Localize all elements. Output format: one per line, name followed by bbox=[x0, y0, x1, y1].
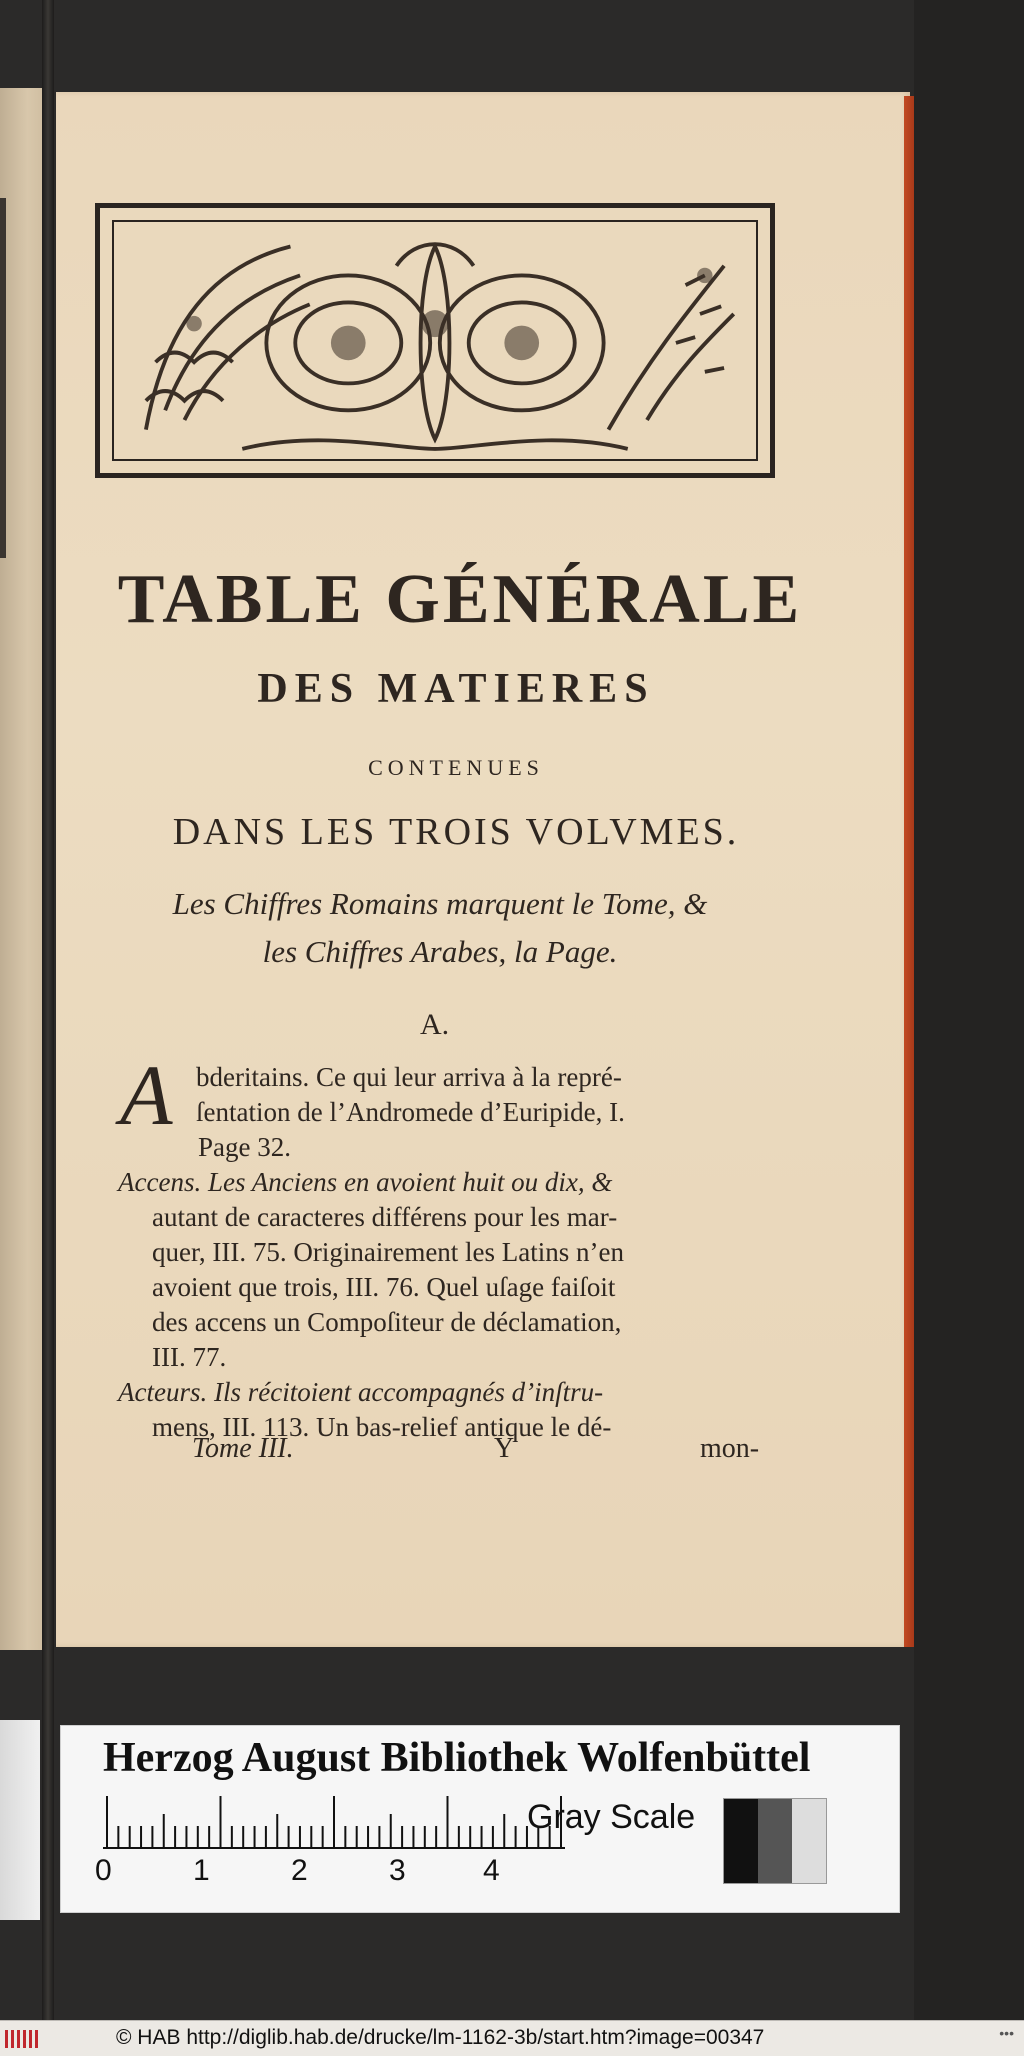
swatch-gray bbox=[758, 1799, 792, 1883]
gray-swatch bbox=[723, 1798, 827, 1884]
entry-line: Page 32. bbox=[198, 1132, 291, 1162]
note-line-1: Les Chiffres Romains marquent le Tome, & bbox=[172, 886, 708, 921]
page-red-edge bbox=[904, 96, 914, 1647]
ruler-ticks-icon bbox=[103, 1796, 565, 1852]
entry-line: Accens. Les Anciens en avoient huit ou dix, & bbox=[118, 1167, 613, 1197]
left-card-strip bbox=[0, 1720, 40, 1920]
entry-line: III. 77. bbox=[152, 1342, 227, 1372]
ruler-number: 2 bbox=[291, 1854, 308, 1887]
gray-scale-label: Gray Scale bbox=[527, 1798, 696, 1836]
ruler-number: 1 bbox=[193, 1854, 210, 1887]
entry-line: quer, III. 75. Originairement les Latins n’en bbox=[152, 1237, 625, 1267]
library-name: Herzog August Bibliothek Wolfenbüttel bbox=[103, 1735, 811, 1781]
more-menu-icon[interactable]: ••• bbox=[999, 2025, 1014, 2041]
swatch-light bbox=[792, 1799, 826, 1883]
entry-line: bderitains. Ce qui leur arriva à la repré- bbox=[196, 1062, 622, 1092]
catchword: mon- bbox=[700, 1433, 760, 1464]
page-title: TABLE GÉNÉRALE bbox=[117, 561, 803, 638]
swatch-black bbox=[724, 1799, 758, 1883]
signature-mark: Y bbox=[494, 1433, 515, 1464]
background-right bbox=[914, 0, 1024, 2020]
footer-bar bbox=[0, 2020, 1024, 2056]
ruler-number: 0 bbox=[95, 1854, 112, 1887]
entry-line: autant de caracteres différens pour les mar- bbox=[152, 1202, 618, 1232]
entry-line: mens, III. 113. Un bas-relief antique le dé- bbox=[152, 1412, 612, 1442]
ruler bbox=[103, 1796, 565, 1852]
ornament-foliage-icon bbox=[100, 208, 770, 473]
entry-line: avoient que trois, III. 76. Quel uſage faiſoit bbox=[152, 1272, 616, 1302]
ruler-number: 3 bbox=[389, 1854, 406, 1887]
drop-cap: A bbox=[120, 1047, 173, 1143]
subtitle-volumes: DANS LES TROIS VOLVMES. bbox=[172, 811, 740, 853]
subtitle-matieres: DES MATIERES bbox=[257, 666, 655, 712]
woodcut-ornament bbox=[95, 203, 775, 478]
copyright-url[interactable]: © HAB http://diglib.hab.de/drucke/lm-1162-3b/start.htm?image=00347 bbox=[116, 2026, 765, 2049]
entry-line: des accens un Compoſiteur de déclamation, bbox=[152, 1307, 622, 1337]
entry-line: ſentation de l’Andromede d’Euripide, I. bbox=[196, 1097, 625, 1127]
subtitle-contenues: CONTENUES bbox=[368, 755, 544, 780]
book-gutter bbox=[42, 0, 54, 2055]
left-page-edge bbox=[0, 198, 6, 558]
entry-line: Acteurs. Ils récitoient accompagnés d’inſtru- bbox=[118, 1377, 604, 1407]
color-scale-card bbox=[60, 1725, 900, 1913]
ruler-number: 4 bbox=[483, 1854, 500, 1887]
section-letter: A. bbox=[420, 1008, 450, 1041]
hab-logo-icon bbox=[4, 2028, 44, 2050]
signature-tome: Tome III. bbox=[192, 1433, 294, 1464]
note-line-2: les Chiffres Arabes, la Page. bbox=[262, 934, 618, 969]
